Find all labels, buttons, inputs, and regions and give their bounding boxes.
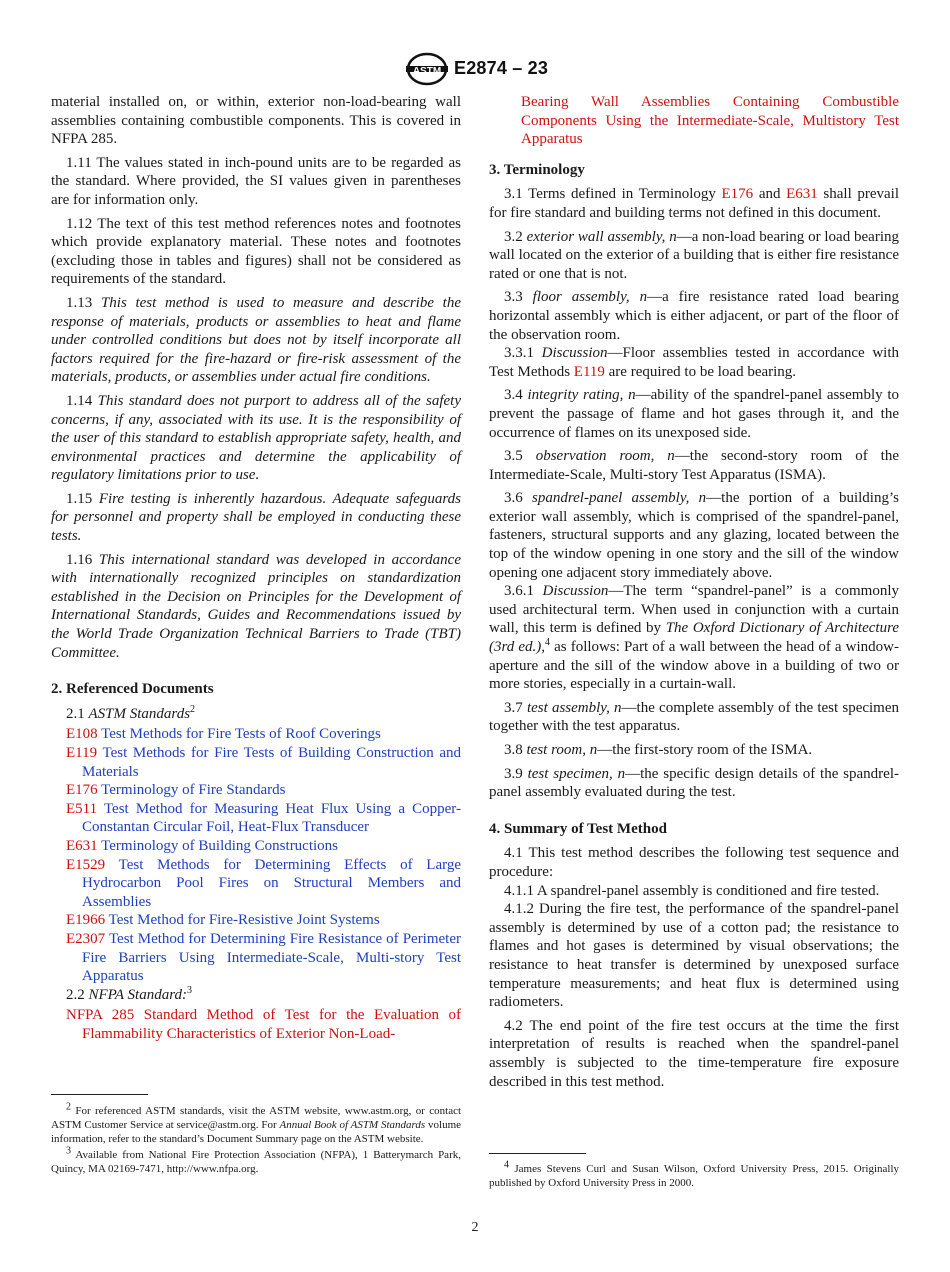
link-e631[interactable]: E631 xyxy=(786,186,818,203)
reference-nfpa-285-continued[interactable]: Bearing Wall Assemblies Containing Combustible Components Using the Intermediate-Scale, Multistory Test Apparatus xyxy=(521,94,899,148)
page-number: 2 xyxy=(471,1220,479,1235)
reference-e511[interactable]: E511 Test Method for Measuring Heat Flux Using a Copper-Constantan Circular Foil, Heat-Flux Transducer xyxy=(66,800,461,836)
page-header xyxy=(0,52,950,86)
footnote-3: $^3$ Available from National Fire Protection Association (NFPA), 1 Batterymarch Park, Quincy, MA 02169-7471, http://www.nfpa.org. xyxy=(51,1145,461,1175)
paragraph-3-3: 3.3 floor assembly, n—a fire resistance rated load bearing horizontal assembly which is either adjacent, or part of the floor of the observation room. xyxy=(489,289,900,343)
paragraph-4-2: 4.2 The end point of the fire test occurs at the time the first interpretation of results is reached when the spandrel-panel assembly is subjected to the time-temperature fire exposure described in this test method. xyxy=(489,1017,899,1090)
footnote-rule-left xyxy=(51,1094,148,1095)
subsection-2-1: 2.1 ASTM Standards$^2$ xyxy=(66,703,196,722)
paragraph-3-1: 3.1 Terms defined in Terminology E176 and E631 shall prevail for fire standard and building terms not defined in this document. xyxy=(489,186,900,221)
paragraph-3-4: 3.4 integrity rating, n—ability of the spandrel-panel assembly to prevent the passage of flame and hot gases through it, and the occurrence of flames on its unexposed side. xyxy=(489,387,900,441)
section-heading-4: 4. Summary of Test Method xyxy=(489,820,667,837)
paragraph-4-1-2: 4.1.2 During the fire test, the performance of the spandrel-panel assembly is determined by use of a cotton pad; the resistance to flames and hot gases is determined by visual observations; the resistance to heat transfer is determined by unexposed surface temperature measurements; and heat flux is determined using radiometers. xyxy=(489,901,899,1011)
paragraph-3-9: 3.9 test specimen, n—the specific design details of the spandrel-panel assembly evaluated during the test. xyxy=(489,765,899,801)
paragraph-1-12: 1.12 The text of this test method references notes and footnotes which provide explanatory material. These notes and footnotes (excluding those in tables and figures) shall not be considered as requirements of the standard. xyxy=(51,215,461,288)
paragraph-1-13: 1.13 This test method is used to measure and describe the response of materials, products or assemblies to heat and flame under controlled conditions but does not by itself incorporate all factors required for the fire-hazard or fire-risk assessment of the materials, products, or assemblies under actual fire conditions. xyxy=(51,294,461,386)
paragraph-1-14: 1.14 This standard does not purport to address all of the safety concerns, if any, associated with its use. It is the responsibility of the user of this standard to establish appropriate safety, health, and environmental practices and determine the applicability of regulatory limitations prior to use. xyxy=(51,392,462,484)
reference-e1529[interactable]: E1529 Test Methods for Determining Effects of Large Hydrocarbon Pool Fires on Structural Members and Assemblies xyxy=(66,856,462,910)
reference-e108[interactable]: E108 Test Methods for Fire Tests of Roof Coverings xyxy=(66,726,381,743)
section-heading-3: 3. Terminology xyxy=(489,161,585,178)
paragraph-3-7: 3.7 test assembly, n—the complete assembly of the test specimen together with the test apparatus. xyxy=(489,699,900,735)
paragraph-3-8: 3.8 test room, n—the first-story room of the ISMA. xyxy=(504,742,813,758)
link-e119[interactable]: E119 xyxy=(573,363,605,380)
footnotes-right xyxy=(489,1159,900,1192)
paragraph-1-16: 1.16 This international standard was developed in accordance with internationally recognized principles on standardization established in the Decision on Principles for the Development of International Standards, Guides and Recommendations issued by the World Trade Organization Technical Barriers to Trade (TBT) Committee. xyxy=(51,551,462,661)
reference-e631[interactable]: E631 Terminology of Building Constructions xyxy=(66,837,339,854)
footnote-4: $^4$ James Stevens Curl and Susan Wilson, Oxford University Press, 2015. Originally published by Oxford University Press in 2000. xyxy=(489,1159,900,1189)
paragraph-1-11: 1.11 The values stated in inch-pound units are to be regarded as the standard. Where provided, the SI values given in parentheses are for information only. xyxy=(51,154,461,208)
paragraph-3-6: 3.6 spandrel-panel assembly, n—the portion of a building’s exterior wall assembly, which is comprised of the spandrel-panel, fasteners, structural supports and any glazing, located between the top of the window opening in one story and the sill of the window opening one adjacent story immediately above. xyxy=(489,490,899,581)
reference-nfpa-285[interactable]: NFPA 285 Standard Method of Test for the Evaluation of Flammability Characteristics of Exterior Non-Load- xyxy=(66,1007,461,1042)
paragraph-3-3-1: 3.3.1 Discussion—Floor assemblies tested in accordance with Test Methods E119 are required to be load bearing. xyxy=(489,345,899,380)
astm-logo-icon xyxy=(406,52,448,86)
link-e176[interactable]: E176 xyxy=(721,186,754,203)
reference-e1966[interactable]: E1966 Test Method for Fire-Resistive Joint Systems xyxy=(66,912,380,929)
section-heading-2: 2. Referenced Documents xyxy=(51,681,214,698)
svg-text:ASTM: ASTM xyxy=(412,66,442,77)
paragraph-3-5: 3.5 observation room, n—the second-story room of the Intermediate-Scale, Multi-story Test Apparatus (ISMA). xyxy=(489,448,899,483)
footnote-rule-right xyxy=(489,1153,586,1154)
reference-e2307[interactable]: E2307 Test Method for Determining Fire Resistance of Perimeter Fire Barriers Using Intermediate-Scale, Multi-story Test Apparatus xyxy=(66,930,461,985)
left-column xyxy=(51,93,461,1044)
paragraph-3-2: 3.2 exterior wall assembly, n—a non-load bearing or load bearing wall located on the exterior of a building that is either fire resistance rated or one that is not. xyxy=(489,228,899,282)
paragraph-intro: material installed on, or within, exterior non-load-bearing wall assemblies containing combustible components. This is covered in NFPA 285. xyxy=(51,94,461,148)
standard-code: E2874 – 23 xyxy=(454,58,549,78)
paragraph-4-1: 4.1 This test method describes the following test sequence and procedure: xyxy=(489,845,899,880)
reference-list xyxy=(51,725,461,985)
footnote-2: $^2$ For referenced ASTM standards, visit the ASTM website, www.astm.org, or contact ASTM Customer Service at service@astm.org. For Annual Book of ASTM Standards volume information, refer to the standard’s Document Summary page on the ASTM website. xyxy=(51,1101,462,1145)
reference-e119[interactable]: E119 Test Methods for Fire Tests of Building Construction and Materials xyxy=(66,745,462,780)
paragraph-1-15: 1.15 Fire testing is inherently hazardous. Adequate safeguards for personnel and property shall be employed in conducting these tests. xyxy=(51,490,462,545)
footnotes-left xyxy=(51,1101,462,1178)
paragraph-3-6-1: 3.6.1 Discussion—The term “spandrel-panel” is a commonly used architectural term. When used in conjunction with a curtain wall, this term is defined by The Oxford Dictionary of Architecture (3rd ed.),$^4$ as follows: Part of a wall between the head of a window-aperture and the sill of the window above in a building of two or more stories, especially in a curtain-wall. xyxy=(489,583,900,693)
right-column xyxy=(489,93,899,1096)
subsection-2-2: 2.2 NFPA Standard:$^3$ xyxy=(66,984,192,1003)
reference-e176[interactable]: E176 Terminology of Fire Standards xyxy=(66,782,286,799)
paragraph-4-1-1: 4.1.1 A spandrel-panel assembly is conditioned and fire tested. xyxy=(504,882,880,899)
